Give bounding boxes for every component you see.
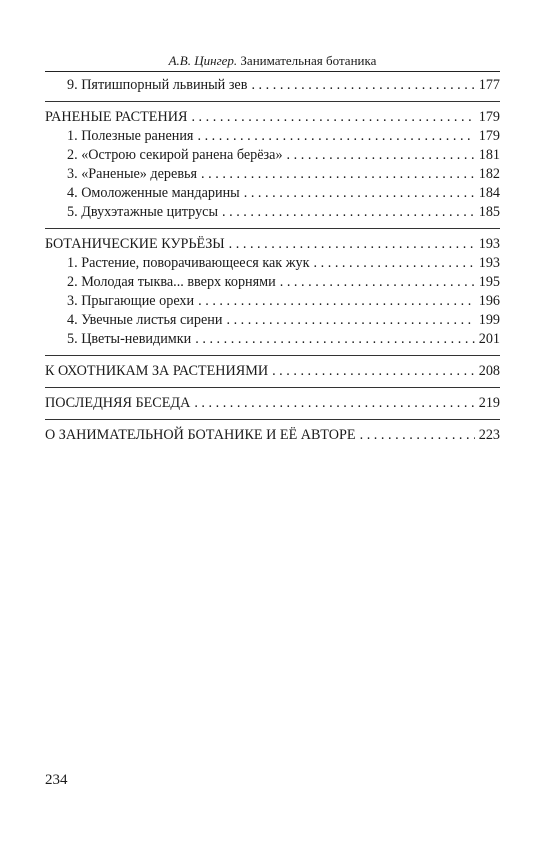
toc-entry	[45, 292, 500, 311]
toc-entry	[45, 127, 500, 146]
toc-entry-title: 5. Цветы-невидимки	[67, 331, 192, 347]
toc-entry-title: 2. Молодая тыква... вверх корнями	[67, 274, 276, 290]
toc-entry-page: 177	[478, 77, 500, 93]
header-author: А.В. Цингер.	[168, 53, 238, 68]
toc-section-title: О ЗАНИМАТЕЛЬНОЙ БОТАНИКЕ И ЕЁ АВТОРЕ	[45, 427, 356, 443]
toc-entry-title: 3. «Раненые» деревья	[67, 166, 198, 182]
toc-section-title: РАНЕНЫЕ РАСТЕНИЯ	[45, 109, 188, 125]
toc-section	[45, 235, 500, 254]
toc-entry-page: 193	[478, 255, 500, 271]
toc-section	[45, 426, 500, 445]
leader-dots	[280, 273, 475, 292]
toc-entry-title: 4. Омоложенные мандарины	[67, 185, 240, 201]
toc-entry-page: 184	[478, 185, 500, 201]
leader-dots	[229, 235, 475, 254]
leader-dots	[226, 311, 474, 330]
toc-entry	[45, 273, 500, 292]
toc-entry-title: 1. Растение, поворачивающееся как жук	[67, 255, 310, 271]
toc-entry-title: 9. Пятишпорный львиный зев	[67, 77, 248, 93]
toc-entry-title: 2. «Острою секирой ранена берёза»	[67, 147, 283, 163]
running-header	[45, 52, 500, 70]
toc-entry	[45, 146, 500, 165]
toc-entry	[45, 311, 500, 330]
toc-entry	[45, 76, 500, 95]
toc-entry-page: 179	[478, 128, 500, 144]
toc-section-page: 193	[478, 236, 500, 252]
leader-dots	[314, 254, 475, 273]
leader-dots	[201, 165, 475, 184]
leader-dots	[198, 292, 475, 311]
toc-entry	[45, 165, 500, 184]
toc-entry	[45, 254, 500, 273]
toc-section-title: БОТАНИЧЕСКИЕ КУРЬЁЗЫ	[45, 236, 225, 252]
section-divider	[45, 101, 500, 102]
toc-section-page: 219	[478, 395, 500, 411]
toc-entry-page: 185	[478, 204, 500, 220]
toc-entry-page: 182	[478, 166, 500, 182]
toc-section-title: К ОХОТНИКАМ ЗА РАСТЕНИЯМИ	[45, 363, 269, 379]
page-number: 234	[45, 772, 68, 788]
section-divider	[45, 419, 500, 420]
leader-dots	[272, 362, 475, 381]
toc-section	[45, 394, 500, 413]
toc-entry-title: 4. Увечные листья сирени	[67, 312, 223, 328]
toc-entry-title: 1. Полезные ранения	[67, 128, 194, 144]
table-of-contents	[45, 76, 500, 445]
leader-dots	[287, 146, 475, 165]
header-book-title: Занимательная ботаника	[240, 53, 377, 68]
leader-dots	[194, 394, 474, 413]
leader-dots	[195, 330, 474, 349]
toc-section-title: ПОСЛЕДНЯЯ БЕСЕДА	[45, 395, 191, 411]
toc-section-page: 179	[478, 109, 500, 125]
leader-dots	[197, 127, 474, 146]
toc-entry-title: 5. Двухэтажные цитрусы	[67, 204, 218, 220]
leader-dots	[360, 426, 475, 445]
toc-entry-page: 196	[478, 293, 500, 309]
toc-entry-page: 201	[478, 331, 500, 347]
toc-entry	[45, 330, 500, 349]
section-divider	[45, 355, 500, 356]
toc-entry-title: 3. Прыгающие орехи	[67, 293, 195, 309]
leader-dots	[244, 184, 475, 203]
toc-entry-page: 199	[478, 312, 500, 328]
leader-dots	[191, 108, 474, 127]
section-divider	[45, 387, 500, 388]
toc-entry-page: 195	[478, 274, 500, 290]
toc-section	[45, 362, 500, 381]
leader-dots	[222, 203, 475, 222]
toc-entry	[45, 184, 500, 203]
leader-dots	[251, 76, 474, 95]
section-divider	[45, 228, 500, 229]
header-rule	[45, 71, 500, 72]
toc-section-page: 223	[478, 427, 500, 443]
toc-entry-page: 181	[478, 147, 500, 163]
toc-entry	[45, 203, 500, 222]
toc-section-page: 208	[478, 363, 500, 379]
toc-section	[45, 108, 500, 127]
